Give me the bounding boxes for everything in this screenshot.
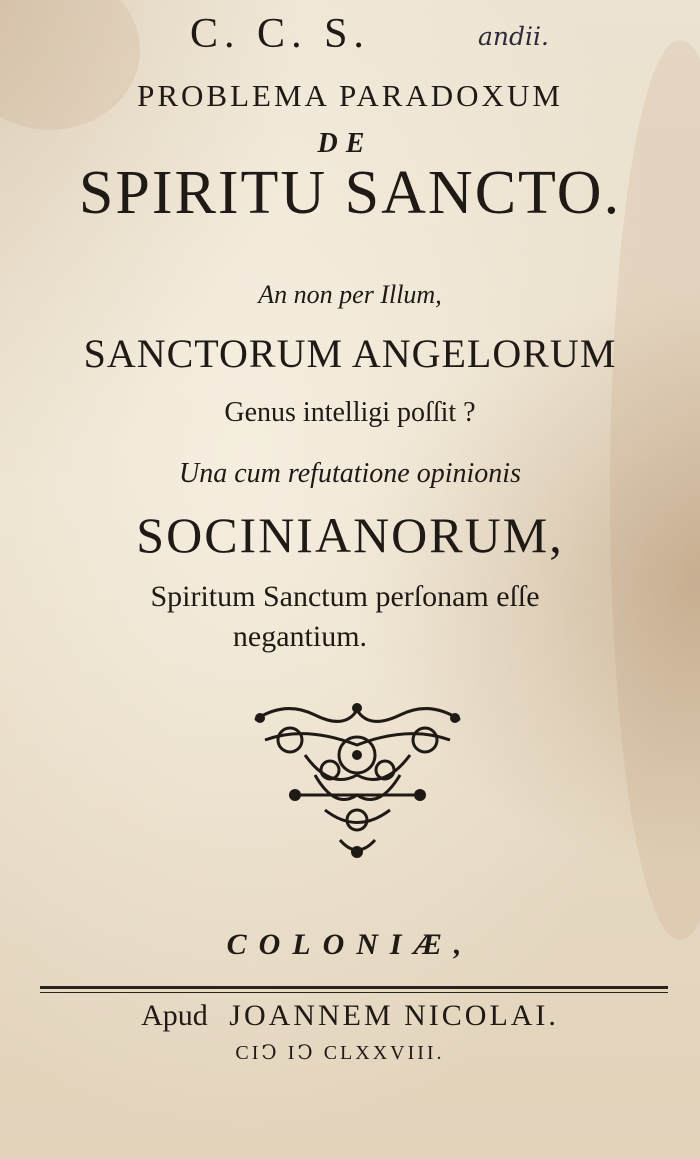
title-line-5: SANCTORUM ANGELORUM — [83, 331, 617, 376]
imprint-rule-thin — [40, 992, 668, 993]
title-line-10: negantium. — [232, 620, 368, 653]
title-line-8: SOCINIANORUM, — [136, 507, 564, 563]
title-line-7: Una cum refutatione opinionis — [179, 458, 521, 489]
imprint-rule — [40, 986, 668, 989]
imprint-year: CIↃ IↃ CLXXVIII. — [235, 1042, 445, 1064]
imprint-publisher-line — [0, 998, 700, 1033]
publisher-prefix: Apud — [141, 999, 208, 1032]
publisher-name: JOANNEM NICOLAI. — [229, 999, 559, 1032]
title-line-1: PROBLEMA PARADOXUM — [137, 78, 563, 113]
printers-ornament — [245, 700, 470, 865]
title-line-3: SPIRITU SANCTO. — [78, 159, 622, 227]
header-marks: C. C. S. — [190, 11, 370, 57]
handwritten-note: andii. — [478, 22, 549, 51]
title-line-9: Spiritum Sanctum perſonam eſſe — [150, 580, 540, 613]
title-line-6: Genus intelligi poſſit ? — [224, 397, 476, 428]
title-line-4: An non per Illum, — [258, 280, 442, 309]
imprint-place: COLONIÆ, — [226, 928, 474, 961]
title-line-2: DE — [317, 128, 373, 159]
